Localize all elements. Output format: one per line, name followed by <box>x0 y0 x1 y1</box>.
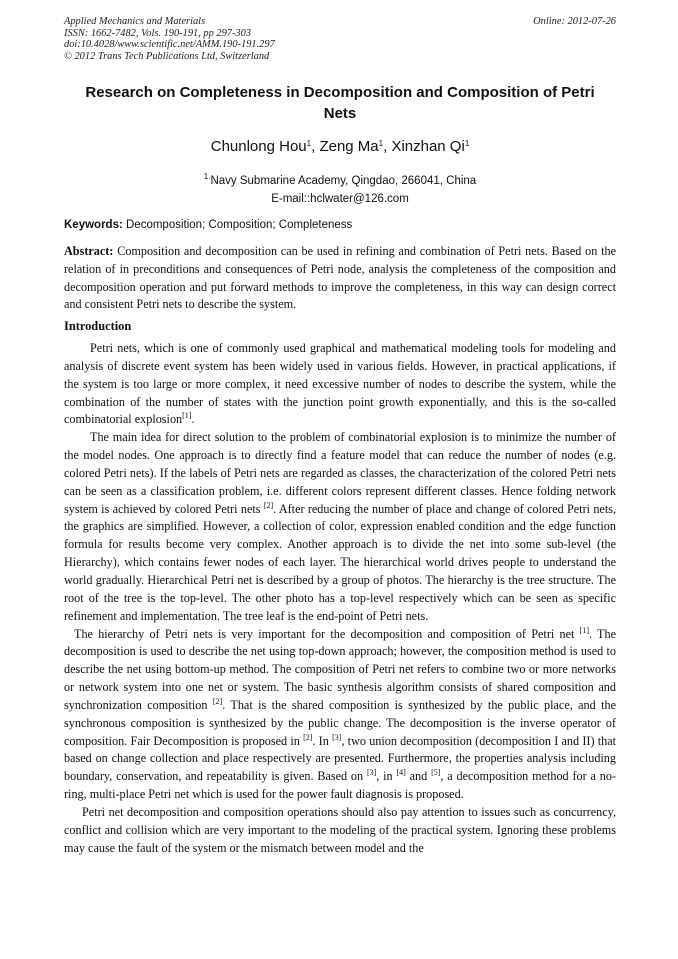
citation: [3] <box>332 732 342 742</box>
paragraph <box>64 626 616 804</box>
affiliation-block <box>64 172 616 208</box>
abstract-block <box>64 243 616 314</box>
citation: [2] <box>263 500 274 510</box>
paragraph <box>64 340 616 429</box>
author-name: Xinzhan Qi <box>391 138 465 155</box>
citation: [4] <box>396 768 406 778</box>
paper-title <box>64 82 616 124</box>
section-heading-introduction: Introduction <box>64 319 132 333</box>
paragraph-text: . The decomposition is used to describe the net using top-down approach; however, the composition method is used to describe the net using bottom-up method. The composition of Petri net refers to combine two or more networks or network system into one net or system. The basic synthesis algorithm consists of shared composition and synchronization composition <box>64 626 617 712</box>
paragraph-text: and <box>409 769 428 784</box>
citation: [5] <box>431 768 441 778</box>
author-name: Chunlong Hou <box>210 138 307 155</box>
abstract-text: Composition and decomposition can be used in refining and combination of Petri nets. Based on the relation of in preconditions and consequences of Petri node, analysis the completeness of the composition and decomposition operation and put forward methods to improve the completeness, in this way can design correct and consistent Petri nets to describe the system. <box>64 244 616 312</box>
title-line-1: Research on Completeness in Decomposition and Composition of Petri <box>85 84 595 101</box>
introduction-body <box>64 340 616 857</box>
copyright-line: © 2012 Trans Tech Publications Ltd, Switzerland <box>64 50 270 62</box>
online-date: Online: 2012-07-26 <box>533 16 616 27</box>
citation: [1] <box>579 625 589 635</box>
affiliation-mark: 1. <box>203 172 211 181</box>
paragraph-text: The hierarchy of Petri nets is very important for the decomposition and composition of Petri net <box>74 626 575 641</box>
paragraph-text: . After reducing the number of place and change of colored Petri nets, the graphics are simplified. However, a collection of color, expression enabled condition and the edge function formula for results become very complex. Another approach is to divide the net into some sub-level (the Hierarchy), which contains fewer nodes of each layer. The hierarchical world drives people to understand the world gradually. Hierarchical Petri net is described by a group of photos. The hierarchy is the tree structure. The root of the tree is the top-level. The other photo has a top-level respectively which can be seen as specific refinement and implementation. The tree leaf is the end-point of Petri nets. <box>64 501 616 623</box>
paragraph-text: , in <box>376 769 393 784</box>
paragraph-text: . <box>191 412 195 427</box>
title-line-2: Nets <box>323 105 357 122</box>
affiliation-text: Navy Submarine Academy, Qingdao, 266041, China <box>210 175 477 187</box>
paragraph-text: , two union decomposition (decomposition I and II) that based on change collection and place respectively are presented. Furthermore, the properties analysis including boundary, conservation, and repeatability is given. Based on <box>64 733 617 784</box>
citation: [2] <box>303 732 313 742</box>
keywords-label: Keywords: <box>64 219 123 231</box>
keywords-text: Decomposition; Composition; Completeness <box>126 219 353 231</box>
paragraph-text: The main idea for direct solution to the problem of combinatorial explosion is to minimize the number of the model nodes. One approach is to directly find a feature model that can reduce the number of nodes (e.g. colored Petri nets). If the labels of Petri nets are regarded as classes, the characterization of the colored Petri nets can be seen as a classification problem, i.e. different colors represent different classes. Hence folding network system is achieved by colored Petri nets <box>64 430 616 516</box>
paragraph <box>64 429 616 625</box>
paragraph-text: , a decomposition method for a no-ring, multi-place Petri net which is used for the power fault diagnosis is proposed. <box>64 769 616 802</box>
citation: [1] <box>182 411 192 421</box>
author-affiliation-mark: 1 <box>306 139 312 148</box>
issn-line: ISSN: 1662-7482, Vols. 190-191, pp 297-303 <box>64 27 252 39</box>
doi-line: doi:10.4028/www.scientific.net/AMM.190-191.297 <box>64 39 275 51</box>
author-list: Chunlong Hou$^1$, Zeng Ma$^1$, Xinzhan Qi$^1$ <box>210 138 470 155</box>
author-affiliation-mark: 1 <box>464 139 470 148</box>
author-affiliation-mark: 1 <box>378 139 384 148</box>
journal-name: Applied Mechanics and Materials <box>64 16 206 27</box>
email-line: E-mail::hclwater@126.com <box>271 193 409 205</box>
citation: [3] <box>366 768 377 778</box>
paragraph <box>64 804 616 858</box>
citation: [2] <box>212 696 223 706</box>
paragraph-text: Petri nets, which is one of commonly used graphical and mathematical modeling tools for modeling and analysis of discrete event system has been widely used in various fields. However, in practical applications, if the system is too large or more complex, it need excessive number of nodes to describe the system, while the combination of the number of states with the junction point growth exponentially, and this is the so-called combinatorial explosion <box>64 341 616 427</box>
affiliation-line <box>64 172 616 190</box>
author-name: Zeng Ma <box>319 138 379 155</box>
paragraph-text: Petri net decomposition and composition operations should also pay attention to issues such as concurrency, conflict and collision which are very important to the modeling of the practical system. Ignoring these problems may cause the fault of the system or the mismatch between model and the <box>64 804 616 855</box>
journal-header <box>64 16 616 62</box>
abstract-label: Abstract: <box>64 244 114 258</box>
paragraph-text: . In <box>312 733 329 748</box>
keywords-line <box>64 217 616 233</box>
paragraph-text: . That is the shared composition is synthesized by the public place, and the synchronous composition is synthesized by the public change. The decomposition is the inverse operator of composition. Fair Decomposition is proposed in <box>64 697 616 748</box>
